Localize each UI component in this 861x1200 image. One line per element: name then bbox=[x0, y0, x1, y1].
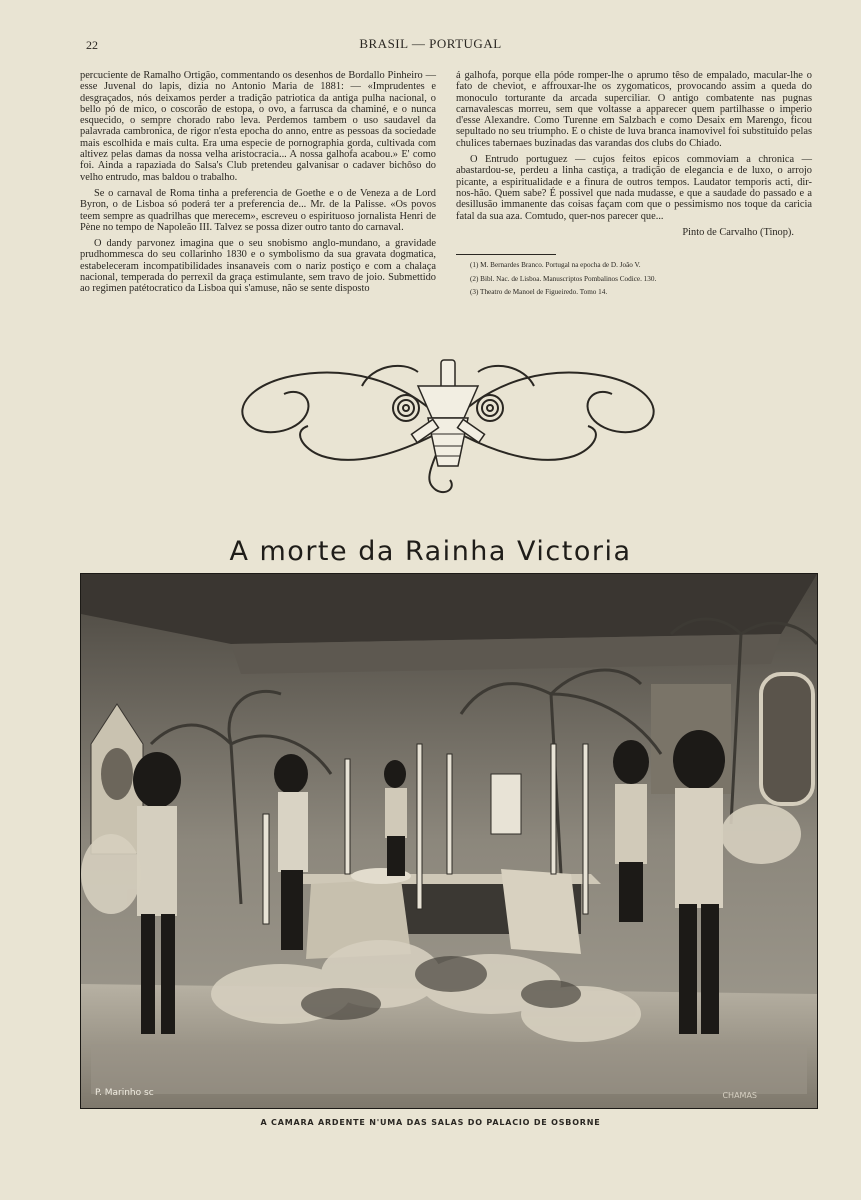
paragraph: O dandy parvonez imagina que o seu snobismo anglo-mundano, a gravidade prudhommesca do seu collarinho 1830 e o symbolismo da sua gravata dogmatica, estabeleceram incompatibilidades insanaveis com o nariz postiço e com a chalaça nacional, temperada do perrexil da graça estimulante, sem travo de joio. Submettido ao regimen patétocratico da Lisboa qui s'amuse, não se sente disposto bbox=[80, 238, 436, 295]
carnival-ornament-icon bbox=[232, 356, 664, 496]
footnote: (3) Theatro de Manoel de Figueiredo. Tomo 14. bbox=[470, 288, 608, 297]
paragraph: á galhofa, porque ella póde romper-lhe o aprumo têso de empalado, macular-lhe o fato de cheviot, e affrouxar-lhe os zygomaticos, provocando assim a queda do monoculo torturante da arcada superciliar. O antigo combatente nas pugnas carnavalescas morreu, sem que voltasse a apparecer quem partilhasse o imperio d'esse Alexandre. Como Turenne em Salzbach e como Desaix em Marengo, ficou sepultado no seu triumpho. E o chiste de luva branca inamovivel foi substituido pelas chulices tabernaes buzinadas das varandas dos clubs do Chiado. bbox=[456, 70, 812, 149]
author-signature: Pinto de Carvalho (Tinop). bbox=[682, 226, 794, 238]
article-headline: A morte da Rainha Victoria bbox=[229, 536, 632, 568]
footnote: (2) Bibl. Nac. de Lisboa. Manuscriptos Pombalinos Codice. 130. bbox=[470, 274, 657, 283]
photo-caption: A CAMARA ARDENTE N'UMA DAS SALAS DO PALACIO DE OSBORNE bbox=[260, 1118, 601, 1127]
left-column bbox=[80, 70, 436, 300]
engraver-signature: CHAMAS bbox=[722, 1091, 757, 1100]
page-number: 22 bbox=[86, 38, 98, 52]
paragraph: percuciente de Ramalho Ortigão, commentando os desenhos de Bordallo Pinheiro — esse Juvenal do lapis, dizia no Antonio Maria de 1881: — «Imprudentes e desgraçados, nós deixamos perder a tradição patriotica da antiga pulha nacional, o bello pó de mico, o coscorão de estopa, o ovo, a farrusca da chaminé, e o nunca esquecido, o sempre chorado rabo leva. Perdemos tambem o uso saudavel da palavrada cambronica, de rigor n'esta epocha do anno, entre as pessoas da sociedade mais escolhida e mais culta. Era uma especie de pornographia gorda, cultivada com altivez pelas damas da nossa velha aristocracia... A nossa galhofa acabou.» E' como foi. Ainda a rapaziada do Salsa's Club pretendeu galvanisar o cadaver bichôso do velho entrudo, mas baldou o trabalho. bbox=[80, 70, 436, 183]
photo-camara-ardente bbox=[80, 573, 818, 1109]
footnote: (1) M. Bernardes Branco. Portugal na epocha de D. João V. bbox=[470, 261, 641, 270]
paragraph: O Entrudo portuguez — cujos feitos epicos commoviam a chronica — abastardou-se, perdeu a linha castiça, a tradição de elegancia e de luxo, o arrojo picante, a espiritualidade e a finura de outros tempos. Laudator temporis acti, dir-nos-hão. Quem sabe? É possivel que nada mudasse, e que a saudade do passado e a desillusão immanente das coisas façam com que o pessimismo nos toque da caricia fatal da sua aza. Comtudo, quer-nos parecer que... bbox=[456, 154, 812, 222]
paragraph: Se o carnaval de Roma tinha a preferencia de Goethe e o de Veneza a de Lord Byron, o de Lisboa só poderá ter a preferencia de... Mr. de la Palisse. «Os povos teem sempre as quadrilhas que merecem», escreveu o espirituoso jornalista Henri de Pène no tempo de Napoleão III. Talvez se possa dizer outro tanto do carnaval. bbox=[80, 187, 436, 233]
footnote-rule bbox=[456, 254, 556, 255]
running-title: BRASIL — PORTUGAL bbox=[359, 36, 502, 51]
artist-signature: P. Marinho sc bbox=[95, 1088, 154, 1098]
right-column bbox=[456, 70, 812, 302]
